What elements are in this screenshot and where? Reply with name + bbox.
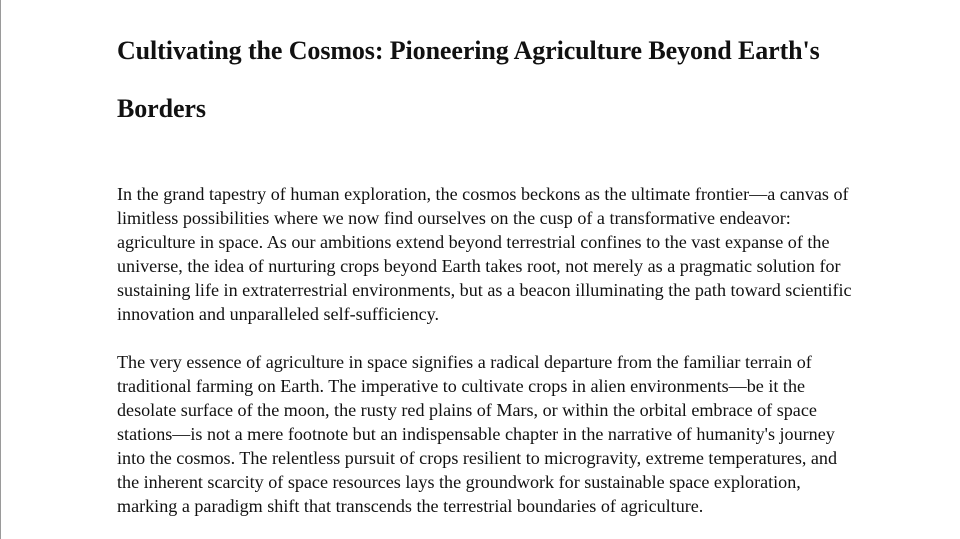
document-title: Cultivating the Cosmos: Pioneering Agriculture Beyond Earth's Borders [117, 36, 820, 123]
page-left-border [0, 0, 1, 539]
document-page [117, 0, 852, 518]
paragraph-second: The very essence of agriculture in space signifies a radical departure from the familiar terrain of traditional farming on Earth. The imperative to cultivate crops in alien environments—be it the desolate surface of the moon, the rusty red plains of Mars, or within the orbital embrace of space stations—is not a mere footnote but an indispensable chapter in the narrative of humanity's journey into the cosmos. The relentless pursuit of crops resilient to microgravity, extreme temperatures, and the inherent scarcity of space resources lays the groundwork for sustainable space exploration, marking a paradigm shift that transcends the terrestrial boundaries of agriculture. [117, 352, 838, 516]
paragraph-intro: In the grand tapestry of human exploration, the cosmos beckons as the ultimate frontier—a canvas of limitless possibilities where we now find ourselves on the cusp of a transformative endeavor: agriculture in space. As our ambitions extend beyond terrestrial confines to the vast expanse of the universe, the idea of nurturing crops beyond Earth takes root, not merely as a pragmatic solution for sustaining life in extraterrestrial environments, but as a beacon illuminating the path toward scientific innovation and unparalleled self-sufficiency. [117, 184, 852, 324]
